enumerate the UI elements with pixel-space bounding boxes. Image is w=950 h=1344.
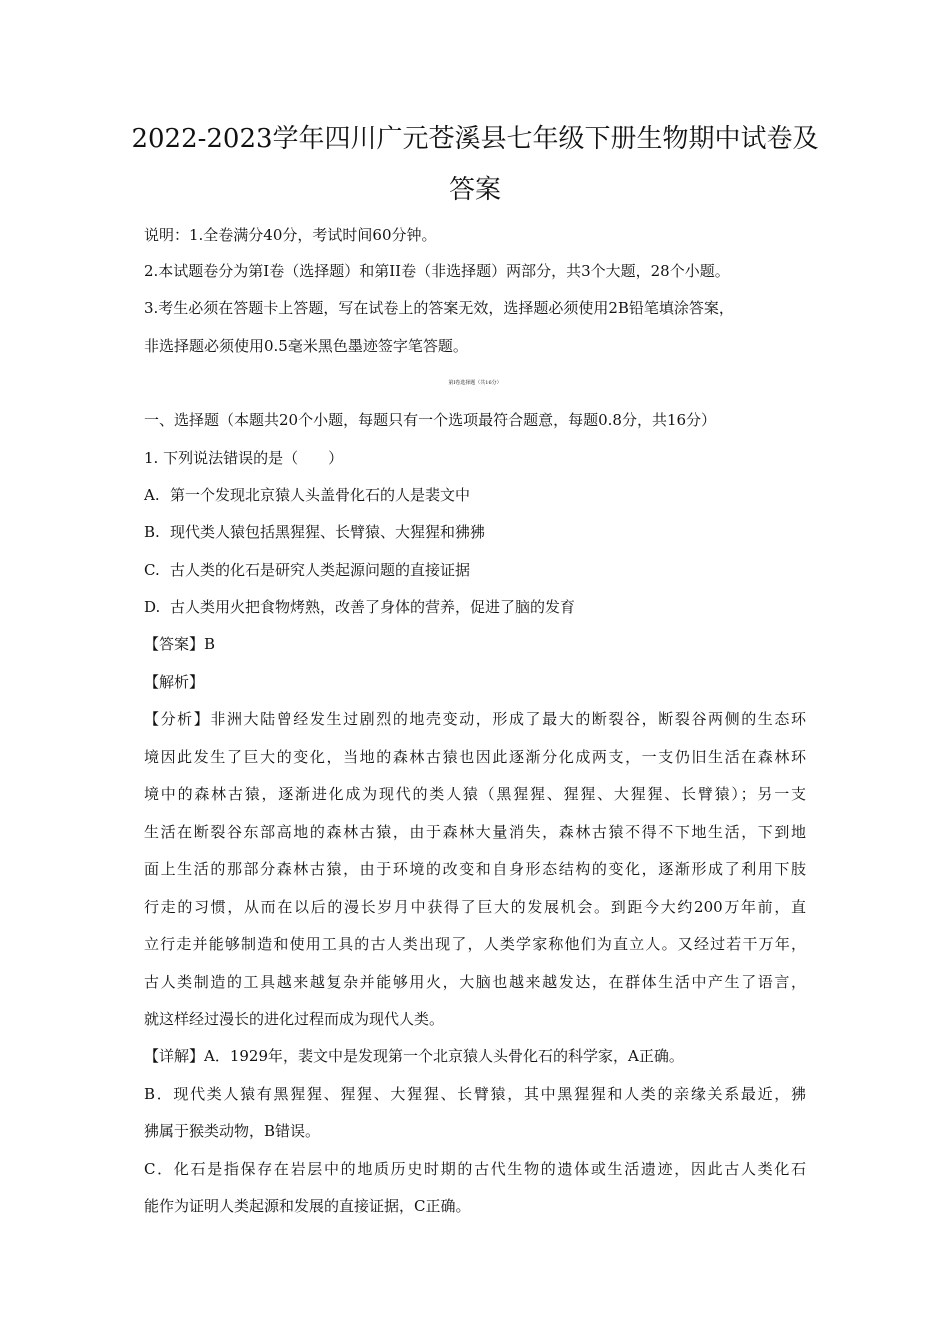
detail-line-5: 能作为证明人类起源和发展的直接证据，C正确。 — [144, 1197, 471, 1215]
instruction-line-3: 3.考生必须在答题卡上答题，写在试卷上的答案无效，选择题必须使用2B铅笔填涂答案， — [144, 299, 734, 317]
answer-line: 【答案】B — [144, 635, 216, 653]
section-title: 第Ⅰ卷选择题（共16分） — [448, 380, 502, 386]
option-text: 古人类用火把食物烤熟，改善了身体的营养，促进了脑的发育 — [170, 598, 576, 616]
option-letter: A. — [144, 486, 160, 504]
option-text: 现代类人猿包括黑猩猩、长臂猿、大猩猩和狒狒 — [170, 523, 486, 541]
instruction-line-1: 说明：1.全卷满分40分，考试时间60分钟。 — [144, 226, 437, 244]
analysis-line-7: 立行走并能够制造和使用工具的古人类出现了，人类学家称他们为直立人。又经过若干万年， — [144, 935, 806, 953]
document-title-line-2: 答案 — [448, 175, 501, 205]
option-c — [144, 560, 470, 580]
option-letter: B. — [144, 523, 160, 541]
analysis-line-4: 生活在断裂谷东部高地的森林古猿，由于森林大量消失，森林古猿不得不下地生活，下到地 — [144, 823, 806, 841]
option-text: 第一个发现北京猿人头盖骨化石的人是裴文中 — [170, 486, 471, 504]
question-stem: 1. 下列说法错误的是（ ） — [144, 449, 344, 467]
document-title-line-1: 2022-2023学年四川广元苍溪县七年级下册生物期中试卷及 — [131, 124, 819, 154]
analysis-line-5: 面上生活的那部分森林古猿，由于环境的改变和自身形态结构的变化，逐渐形成了利用下肢 — [144, 860, 806, 878]
detail-line-3: 狒属于猴类动物，B错误。 — [144, 1122, 321, 1140]
option-letter: C. — [144, 561, 160, 579]
option-text: 古人类的化石是研究人类起源问题的直接证据 — [170, 561, 471, 579]
detail-line-2: B．现代类人猿有黑猩猩、猩猩、大猩猩、长臂猿，其中黑猩猩和人类的亲缘关系最近，狒 — [144, 1085, 806, 1103]
analysis-line-1: 【分析】非洲大陆曾经发生过剧烈的地壳变动，形成了最大的断裂谷，断裂谷两侧的生态环 — [144, 710, 806, 728]
option-d — [144, 597, 575, 617]
detail-line-1: 【详解】A．1929年，裴文中是发现第一个北京猿人头骨化石的科学家，A正确。 — [144, 1047, 684, 1065]
option-a — [144, 485, 470, 505]
analysis-line-6: 行走的习惯，从而在以后的漫长岁月中获得了巨大的发展机会。到距今大约200万年前，直 — [144, 898, 806, 916]
part-heading: 一、选择题（本题共20个小题，每题只有一个选项最符合题意，每题0.8分，共16分） — [144, 411, 717, 429]
detail-line-4: C．化石是指保存在岩层中的地质历史时期的古代生物的遗体或生活遗迹，因此古人类化石 — [144, 1160, 806, 1178]
analysis-label: 【解析】 — [144, 673, 205, 691]
analysis-line-9: 就这样经过漫长的进化过程而成为现代人类。 — [144, 1010, 445, 1028]
option-b — [144, 522, 485, 542]
analysis-line-2: 境因此发生了巨大的变化，当地的森林古猿也因此逐渐分化成两支，一支仍旧生活在森林环 — [144, 748, 806, 766]
analysis-line-8: 古人类制造的工具越来越复杂并能够用火，大脑也越来越发达，在群体生活中产生了语言， — [144, 973, 806, 991]
analysis-line-3: 境中的森林古猿，逐渐进化成为现代的类人猿（黑猩猩、猩猩、大猩猩、长臂猿）；另一支 — [144, 785, 806, 803]
option-letter: D. — [144, 598, 161, 616]
instruction-line-2: 2.本试题卷分为第Ⅰ卷（选择题）和第II卷（非选择题）两部分，共3个大题，28个小题。 — [144, 262, 730, 280]
instruction-line-4: 非选择题必须使用0.5毫米黑色墨迹签字笔答题。 — [144, 337, 468, 355]
